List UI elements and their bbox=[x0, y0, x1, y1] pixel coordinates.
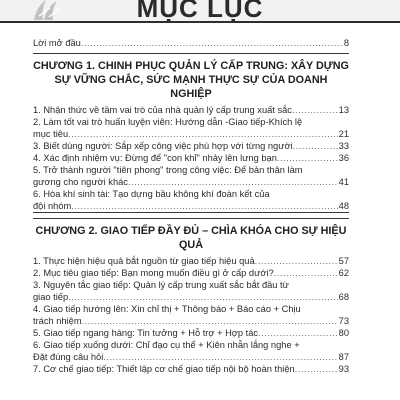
dot-leader bbox=[258, 327, 338, 339]
toc-entry[interactable] bbox=[33, 152, 349, 164]
dot-leader bbox=[277, 152, 338, 164]
chapter-heading[interactable]: CHƯƠNG 1. CHINH PHỤC QUẢN LÝ CẤP TRUNG: XÂY DỰNG SỰ VỮNG CHẮC, SỨC MẠNH THỰC SỰ CỦA DOANH NGHIỆP bbox=[33, 60, 349, 100]
toc-entry-line bbox=[33, 116, 349, 128]
toc-entry-line bbox=[33, 188, 349, 200]
toc-entry-line bbox=[33, 303, 349, 315]
page-title: MỤC LỤC bbox=[136, 0, 264, 23]
toc-entry[interactable] bbox=[33, 363, 349, 375]
toc-page-number: 36 bbox=[338, 153, 349, 163]
toc-entry-text: 7. Cơ chế giao tiếp: Thiết lập cơ chế giao tiếp nội bộ hoàn thiện bbox=[33, 364, 295, 374]
toc-entry-line bbox=[33, 339, 349, 351]
toc-entry[interactable] bbox=[33, 104, 349, 116]
toc-entry-text: gương cho người khác bbox=[33, 177, 128, 187]
chapter-divider bbox=[33, 212, 349, 213]
toc-entry-text: Lời mở đầu bbox=[33, 38, 81, 48]
toc-page-number: 33 bbox=[338, 141, 349, 151]
dot-leader bbox=[81, 37, 343, 49]
toc-entry-text: đội nhóm bbox=[33, 201, 72, 211]
toc-entry-text: 4. Xác định nhiệm vụ: Đừng để "con khỉ" nhảy lên lưng bạn bbox=[33, 153, 277, 163]
toc-entry-line bbox=[33, 279, 349, 291]
toc-entry[interactable] bbox=[33, 116, 349, 140]
dot-leader bbox=[255, 255, 338, 267]
toc-entry[interactable] bbox=[33, 303, 349, 327]
chapter-heading[interactable]: CHƯƠNG 2. GIAO TIẾP ĐẦY ĐỦ – CHÌA KHÓA CHO SỰ HIỆU QUẢ bbox=[35, 225, 347, 251]
toc-entry-text: mục tiêu bbox=[33, 129, 69, 139]
table-of-contents bbox=[33, 37, 349, 375]
toc-entry[interactable] bbox=[33, 188, 349, 212]
toc-page-number: 57 bbox=[338, 256, 349, 266]
dot-leader bbox=[274, 267, 338, 279]
toc-entry-line bbox=[33, 164, 349, 176]
dot-leader bbox=[128, 176, 338, 188]
toc-page-number: 62 bbox=[338, 268, 349, 278]
toc-entry-text: 2. Làm tốt vai trò huấn luyện viên: Hướng dẫn -Giao tiếp-Khích lệ bbox=[33, 117, 303, 127]
toc-entry-line bbox=[33, 152, 349, 164]
toc-entry-line bbox=[33, 315, 349, 327]
toc-entry-text: 6. Giao tiếp xuống dưới: Chỉ đạo cụ thể + Kiên nhẫn lắng nghe + bbox=[33, 340, 300, 350]
toc-entry-line bbox=[33, 140, 349, 152]
dot-leader bbox=[68, 128, 338, 140]
dot-leader bbox=[292, 104, 338, 116]
toc-entry[interactable] bbox=[33, 279, 349, 303]
toc-page-number: 73 bbox=[338, 316, 349, 326]
dot-leader bbox=[82, 315, 338, 327]
toc-entry-text: 1. Thực hiện hiệu quả bắt nguồn từ giao tiếp hiệu quả bbox=[33, 256, 255, 266]
toc-entry-intro[interactable] bbox=[33, 37, 349, 49]
dot-leader bbox=[293, 140, 338, 152]
toc-page-number: 68 bbox=[338, 292, 349, 302]
toc-entry[interactable] bbox=[33, 255, 349, 267]
toc-page-number: 93 bbox=[338, 364, 349, 374]
toc-page-number: 13 bbox=[338, 105, 349, 115]
toc-entry-text: Đặt đúng câu hỏi bbox=[33, 352, 104, 362]
toc-page-number: 48 bbox=[338, 201, 349, 211]
toc-entry-line bbox=[33, 363, 349, 375]
toc-entry-text: 5. Giao tiếp ngang hàng: Tin tưởng + Hỗ trợ + Hợp tác bbox=[33, 328, 259, 338]
toc-entry-text: 4. Giao tiếp hướng lên: Xin chỉ thị + Thông báo + Báo cáo + Chịu bbox=[33, 304, 301, 314]
toc-entry-text: trách nhiệm bbox=[33, 316, 82, 326]
toc-page-number: 87 bbox=[338, 352, 349, 362]
toc-entry[interactable] bbox=[33, 140, 349, 152]
dot-leader bbox=[103, 351, 337, 363]
toc-entry-text: 2. Mục tiêu giao tiếp: Bạn mong muốn điều gì ở cấp dưới? bbox=[33, 268, 274, 278]
toc-entry-line bbox=[33, 128, 349, 140]
toc-entry-line bbox=[33, 267, 349, 279]
toc-page-number: 41 bbox=[338, 177, 349, 187]
page-header bbox=[0, 0, 400, 23]
toc-entry-text: 1. Nhận thức về tầm vai trò của nhà quản lý cấp trung xuất sắc bbox=[33, 105, 292, 115]
toc-entry-line bbox=[33, 327, 349, 339]
dot-leader bbox=[68, 291, 338, 303]
toc-page-number: 21 bbox=[338, 129, 349, 139]
toc-entry-line bbox=[33, 351, 349, 363]
toc-entry-text: giao tiếp bbox=[33, 292, 69, 302]
toc-entry-line bbox=[33, 200, 349, 212]
chapter-divider bbox=[33, 53, 349, 54]
chapter-divider bbox=[33, 218, 349, 219]
toc-entry-line bbox=[33, 176, 349, 188]
toc-entry-line bbox=[33, 104, 349, 116]
toc-entry[interactable] bbox=[33, 164, 349, 188]
toc-entry-line bbox=[33, 255, 349, 267]
toc-entry[interactable] bbox=[33, 339, 349, 363]
chapter-list bbox=[33, 53, 349, 375]
toc-entry-text: 5. Trở thành người "tiên phong" trong công việc: Để bản thân làm bbox=[33, 165, 303, 175]
dot-leader bbox=[71, 200, 337, 212]
toc-entry-line bbox=[33, 37, 349, 49]
toc-page-number: 80 bbox=[338, 328, 349, 338]
toc-entry-text: 3. Biết dùng người: Sắp xếp công việc phù hợp với từng người bbox=[33, 141, 293, 151]
toc-entry-text: 3. Nguyên tắc giao tiếp: Quản lý cấp trung xuất sắc bắt đầu từ bbox=[33, 280, 289, 290]
toc-entry[interactable] bbox=[33, 267, 349, 279]
dot-leader bbox=[295, 363, 338, 375]
toc-entry-text: 6. Hòa khí sinh tài: Tạo dựng bầu không khí đoàn kết của bbox=[33, 189, 270, 199]
toc-entry-line bbox=[33, 291, 349, 303]
toc-page-number: 8 bbox=[343, 38, 349, 48]
toc-entry[interactable] bbox=[33, 327, 349, 339]
